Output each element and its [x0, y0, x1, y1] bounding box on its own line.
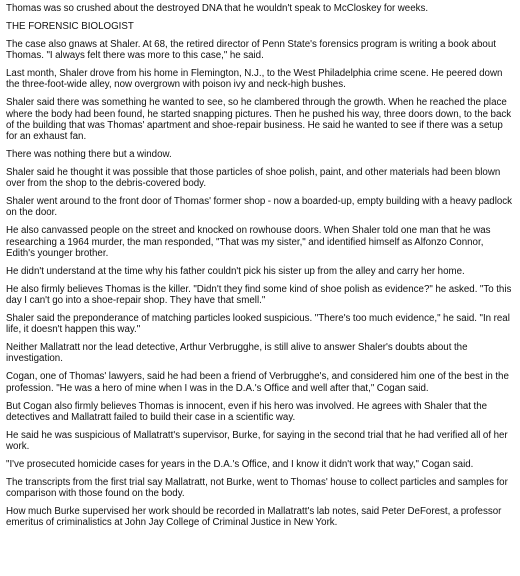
paragraph-front-door: Shaler went around to the front door of Thomas' former shop - now a boarded-up, empty building with a heavy padlock on the door. — [6, 196, 513, 219]
paragraph-clambered: Shaler said there was something he wanted to see, so he clambered through the growth. When he reached the place where the body had been found, he started snapping pictures. Then he pushed his way, three doors down, to the back of the building that was Thomas' apartment and shoe-repair business. He said he wanted to see if there was a setup for an exhaust fan. — [6, 97, 512, 143]
paragraph-cogan-friend: Cogan, one of Thomas' lawyers, said he had been a friend of Verbrugghe's, and considered him one of the best in the profession. "He was a hero of mine when I was in the D.A.'s Office and well after that," Cogan said. — [6, 371, 509, 394]
paragraph-transcripts: The transcripts from the first trial say Mallatratt, not Burke, went to Thomas' house to collect particles and samples for comparison with those found on the body. — [6, 477, 508, 500]
section-heading-forensic-biologist: THE FORENSIC BIOLOGIST — [6, 21, 134, 32]
paragraph-prosecuted: "I've prosecuted homicide cases for years in the D.A.'s Office, and I know it didn't work that way," Cogan said. — [6, 459, 474, 471]
paragraph-particles: Shaler said he thought it was possible that those particles of shoe polish, paint, and other materials had been blown over from the shop to the debris-covered body. — [6, 167, 501, 190]
paragraph-last-month: Last month, Shaler drove from his home in Flemington, N.J., to the West Philadelphia crime scene. He peered down the three-foot-wide alley, now overgrown with poison ivy and neck-high bushes. — [6, 68, 503, 91]
paragraph-neither-alive: Neither Mallatratt nor the lead detective, Arthur Verbrugghe, is still alive to answer Shaler's doubts about the investigation. — [6, 342, 468, 365]
paragraph-window: There was nothing there but a window. — [6, 149, 172, 161]
paragraph-preponderance: Shaler said the preponderance of matching particles looked suspicious. "There's too much evidence," he said. "In real life, it doesn't happen this way." — [6, 313, 510, 336]
paragraph-canvassed: He also canvassed people on the street and knocked on rowhouse doors. When Shaler told one man that he was researching a 1964 murder, the man responded, "That was my sister," and identified himself as Alfonzo Connor, Edith's younger brother. — [6, 225, 491, 259]
paragraph-case-gnaws: The case also gnaws at Shaler. At 68, the retired director of Penn State's forensics program is writing a book about Thomas. "I always felt there was more to this case," he said. — [6, 39, 496, 62]
paragraph-dna-crushed: Thomas was so crushed about the destroyed DNA that he wouldn't speak to McCloskey for weeks. — [6, 3, 429, 14]
paragraph-believes-killer: He also firmly believes Thomas is the killer. "Didn't they find some kind of shoe polish as evidence?" he asked. "To this day I can't go into a shoe-repair shop. They have that smell." — [6, 283, 512, 307]
paragraph-suspicious-burke: He said he was suspicious of Mallatratt's supervisor, Burke, for saying in the second trial that he had verified all of her work. — [6, 429, 508, 453]
paragraph-lab-notes: How much Burke supervised her work should be recorded in Mallatratt's lab notes, said Peter DeForest, a professor emeritus of criminalistics at John Jay College of Criminal Justice in New York. — [6, 506, 502, 529]
paragraph-cogan-innocent: But Cogan also firmly believes Thomas is innocent, even if his hero was involved. He agrees with Shaler that the detectives and Mallatratt failed to build their case in a scientific way. — [6, 400, 488, 423]
paragraph-father: He didn't understand at the time why his father couldn't pick his sister up from the alley and carry her home. — [6, 265, 465, 277]
